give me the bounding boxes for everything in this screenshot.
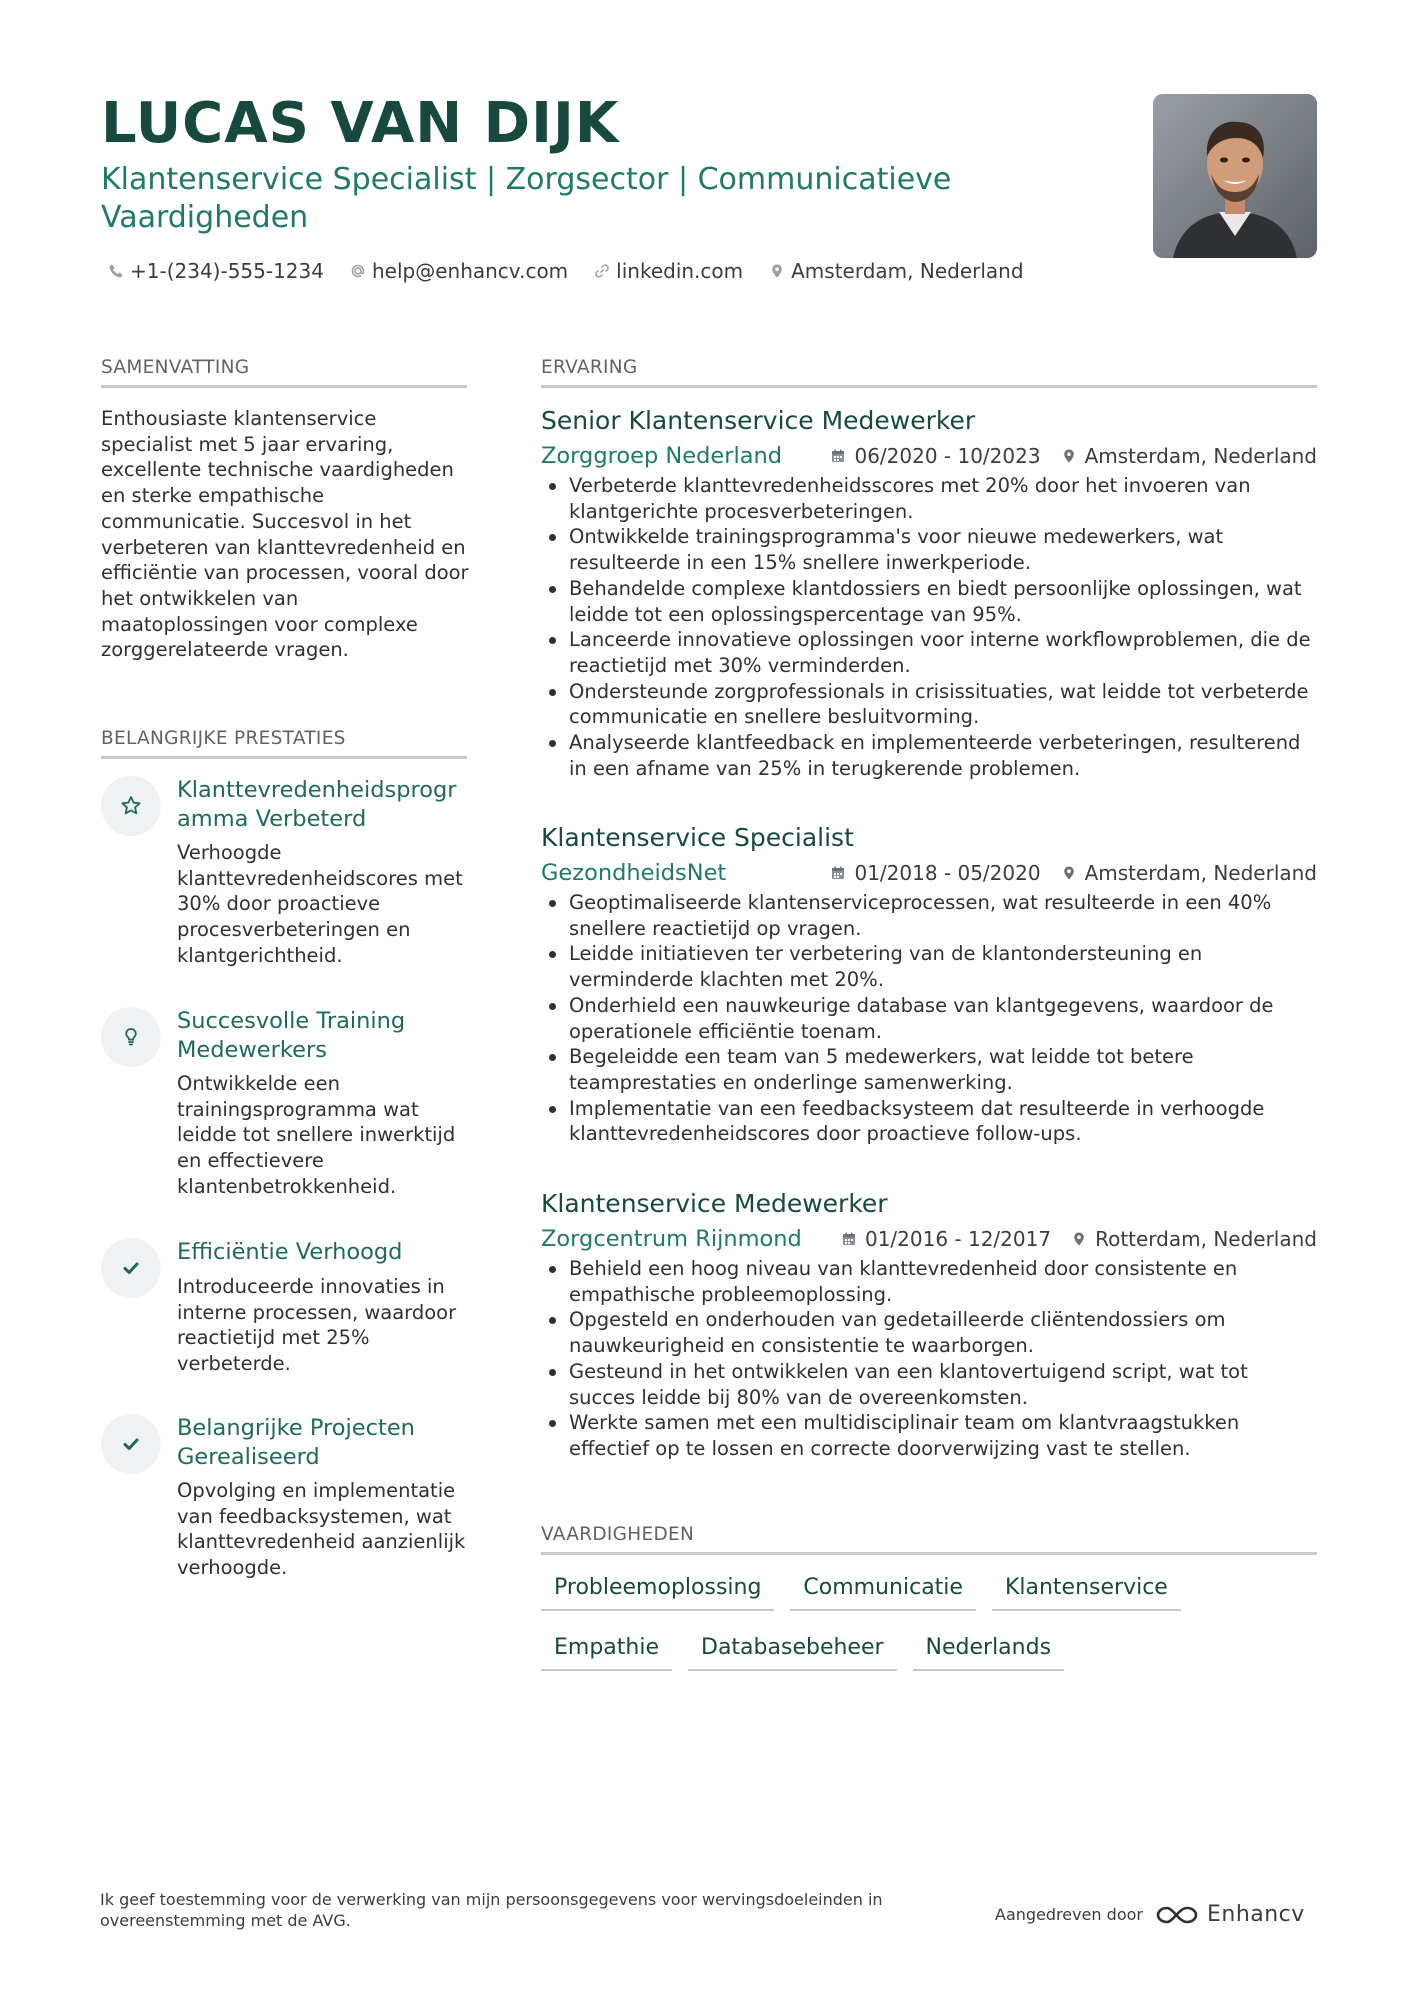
contact-bar bbox=[108, 259, 1024, 283]
job-location-text: Amsterdam, Nederland bbox=[1084, 444, 1317, 468]
headline: Klantenservice Specialist | Zorgsector | Communicatieve Vaardigheden bbox=[101, 162, 952, 235]
list-item: Begeleidde een team van 5 medewerkers, wat leidde tot betere teamprestaties en onderlinge samenwerking. bbox=[541, 1044, 1317, 1095]
skill-tag: Databasebeheer bbox=[688, 1633, 897, 1671]
list-item: Geoptimaliseerde klantenserviceprocessen, wat resulteerde in een 40% snellere reactietijd op vragen. bbox=[541, 890, 1317, 941]
location-pin-icon bbox=[1061, 865, 1077, 881]
list-item: Lanceerde innovatieve oplossingen voor interne workflowproblemen, die de reactietijd met 30% verminderden. bbox=[541, 627, 1317, 678]
phone-text: +1-(234)-555-1234 bbox=[130, 259, 324, 283]
list-item: Behield een hoog niveau van klanttevredenheid door consistente en empathische probleemoplossing. bbox=[541, 1256, 1317, 1307]
portrait-image bbox=[1153, 94, 1317, 258]
email-text: help@enhancv.com bbox=[371, 259, 569, 283]
achievement-item bbox=[101, 776, 467, 976]
powered-by[interactable] bbox=[995, 1902, 1305, 1927]
experience-heading: ERVARING bbox=[541, 356, 1317, 388]
job-title: Klantenservice Specialist bbox=[541, 823, 854, 852]
list-item: Leidde initiatieven ter verbetering van de klantondersteuning en verminderde klachten met 20%. bbox=[541, 941, 1317, 992]
job-dates-text: 06/2020 - 10/2023 bbox=[854, 444, 1041, 468]
achievement-item bbox=[101, 1007, 467, 1207]
list-item: Onderhield een nauwkeurige database van klantgegevens, waardoor de operationele efficiëntie toenam. bbox=[541, 993, 1317, 1044]
job-entry bbox=[541, 405, 1317, 781]
list-item: Implementatie van een feedbacksysteem dat resulteerde in verhoogde klanttevredenheidscores door proactieve follow-ups. bbox=[541, 1096, 1317, 1147]
job-dates bbox=[830, 861, 1040, 885]
phone-icon bbox=[108, 263, 124, 279]
achievement-title: Belangrijke Projecten Gerealiseerd bbox=[177, 1415, 415, 1470]
achievement-title: Succesvolle Training Medewerkers bbox=[177, 1008, 406, 1063]
company-name: Zorgcentrum Rijnmond bbox=[541, 1226, 802, 1252]
list-item: Ontwikkelde trainingsprogramma's voor nieuwe medewerkers, wat resulteerde in een 15% snellere inwerkperiode. bbox=[541, 524, 1317, 575]
location-pin-icon bbox=[769, 263, 785, 279]
brand-logo bbox=[1155, 1902, 1305, 1927]
at-sign-icon bbox=[350, 263, 366, 279]
powered-by-label: Aangedreven door bbox=[995, 1905, 1143, 1924]
achievements-heading: BELANGRIJKE PRESTATIES bbox=[101, 727, 467, 759]
summary-heading: SAMENVATTING bbox=[101, 356, 467, 388]
contact-location bbox=[769, 259, 1023, 283]
achievement-item bbox=[101, 1238, 467, 1388]
contact-phone[interactable] bbox=[108, 259, 324, 283]
location-text: Amsterdam, Nederland bbox=[791, 259, 1024, 283]
check-icon bbox=[119, 1256, 143, 1280]
job-entry bbox=[541, 1188, 1317, 1462]
achievement-description: Opvolging en implementatie van feedbacksystemen, wat klanttevredenheid aanzienlijk verhoogde. bbox=[177, 1479, 466, 1580]
achievement-description: Ontwikkelde een trainingsprogramma wat leidde tot snellere inwerktijd en effectievere klantenbetrokkenheid. bbox=[177, 1072, 456, 1198]
location-pin-icon bbox=[1061, 448, 1077, 464]
achievement-title: Klanttevredenheidsprogramma Verbeterd bbox=[177, 777, 457, 832]
skill-tag: Empathie bbox=[541, 1633, 672, 1671]
job-location bbox=[1071, 1227, 1317, 1251]
skill-tag: Klantenservice bbox=[992, 1573, 1181, 1611]
linkedin-text: linkedin.com bbox=[616, 259, 744, 283]
location-pin-icon bbox=[1071, 1231, 1087, 1247]
achievement-icon-badge bbox=[101, 1414, 161, 1474]
achievement-item bbox=[101, 1414, 467, 1594]
list-item: Ondersteunde zorgprofessionals in crisissituaties, wat leidde tot verbeterde communicatie en snellere besluitvorming. bbox=[541, 679, 1317, 730]
calendar-icon bbox=[830, 448, 846, 464]
lightbulb-icon bbox=[119, 1025, 143, 1049]
job-bullets bbox=[541, 890, 1317, 1147]
list-item: Behandelde complexe klantdossiers en biedt persoonlijke oplossingen, wat leidde tot een oplossingspercentage van 95%. bbox=[541, 576, 1317, 627]
candidate-name: LUCAS VAN DIJK bbox=[101, 91, 620, 156]
job-bullets bbox=[541, 1256, 1317, 1462]
infinity-logo-icon bbox=[1155, 1904, 1199, 1926]
job-meta bbox=[541, 858, 1317, 888]
calendar-icon bbox=[841, 1231, 857, 1247]
achievement-title: Efficiëntie Verhoogd bbox=[177, 1239, 403, 1265]
job-title: Senior Klantenservice Medewerker bbox=[541, 406, 976, 435]
list-item: Opgesteld en onderhouden van gedetailleerde cliëntendossiers om nauwkeurigheid en consistentie te waarborgen. bbox=[541, 1307, 1317, 1358]
calendar-icon bbox=[830, 865, 846, 881]
star-icon bbox=[119, 794, 143, 818]
achievement-icon-badge bbox=[101, 776, 161, 836]
job-dates-text: 01/2018 - 05/2020 bbox=[854, 861, 1041, 885]
link-icon bbox=[594, 263, 610, 279]
job-dates bbox=[841, 1227, 1051, 1251]
job-location bbox=[1061, 861, 1317, 885]
company-name: Zorggroep Nederland bbox=[541, 443, 783, 469]
contact-email[interactable] bbox=[350, 259, 568, 283]
list-item: Verbeterde klanttevredenheidsscores met 20% door het invoeren van klantgerichte procesverbeteringen. bbox=[541, 473, 1317, 524]
skill-tag: Communicatie bbox=[790, 1573, 976, 1611]
job-location-text: Amsterdam, Nederland bbox=[1084, 861, 1317, 885]
list-item: Werkte samen met een multidisciplinair team om klantvraagstukken effectief op te lossen en correcte doorverwijzing vast te stellen. bbox=[541, 1410, 1317, 1461]
achievement-description: Verhoogde klanttevredenheidscores met 30% door proactieve procesverbeteringen en klantgerichtheid. bbox=[177, 841, 463, 967]
achievement-description: Introduceerde innovaties in interne processen, waardoor reactietijd met 25% verbeterde. bbox=[177, 1275, 457, 1376]
job-title: Klantenservice Medewerker bbox=[541, 1189, 888, 1218]
consent-note: Ik geef toestemming voor de verwerking van mijn persoonsgegevens voor wervingsdoeleinden in overeenstemming met de AVG. bbox=[100, 1890, 883, 1930]
skill-tag: Nederlands bbox=[913, 1633, 1065, 1671]
job-meta bbox=[541, 1224, 1317, 1254]
job-location-text: Rotterdam, Nederland bbox=[1095, 1227, 1317, 1251]
job-dates bbox=[830, 444, 1040, 468]
job-dates-text: 01/2016 - 12/2017 bbox=[864, 1227, 1052, 1251]
skill-tag: Probleemoplossing bbox=[541, 1573, 774, 1611]
summary-text: Enthousiaste klantenservice specialist met 5 jaar ervaring, excellente technische vaardigheden en sterke empathische communicatie. Succesvol in het verbeteren van klanttevredenheid en efficiëntie van processen, vooral door het ontwikkelen van maatoplossingen voor complexe zorggerelateerde vragen. bbox=[101, 407, 469, 662]
job-entry bbox=[541, 822, 1317, 1147]
skills-heading: VAARDIGHEDEN bbox=[541, 1523, 1317, 1555]
job-bullets bbox=[541, 473, 1317, 781]
profile-photo bbox=[1153, 94, 1317, 258]
brand-name: Enhancv bbox=[1206, 1902, 1305, 1927]
achievement-icon-badge bbox=[101, 1007, 161, 1067]
list-item: Analyseerde klantfeedback en implementeerde verbeteringen, resulterend in een afname van 25% in terugkerende problemen. bbox=[541, 730, 1317, 781]
skills-list bbox=[541, 1573, 1321, 1671]
job-meta bbox=[541, 441, 1317, 471]
company-name: GezondheidsNet bbox=[541, 860, 727, 886]
contact-linkedin[interactable] bbox=[594, 259, 743, 283]
check-icon bbox=[119, 1432, 143, 1456]
achievement-icon-badge bbox=[101, 1238, 161, 1298]
list-item: Gesteund in het ontwikkelen van een klantovertuigend script, wat tot succes leidde bij 80% van de overeenkomsten. bbox=[541, 1359, 1317, 1410]
job-location bbox=[1061, 444, 1317, 468]
